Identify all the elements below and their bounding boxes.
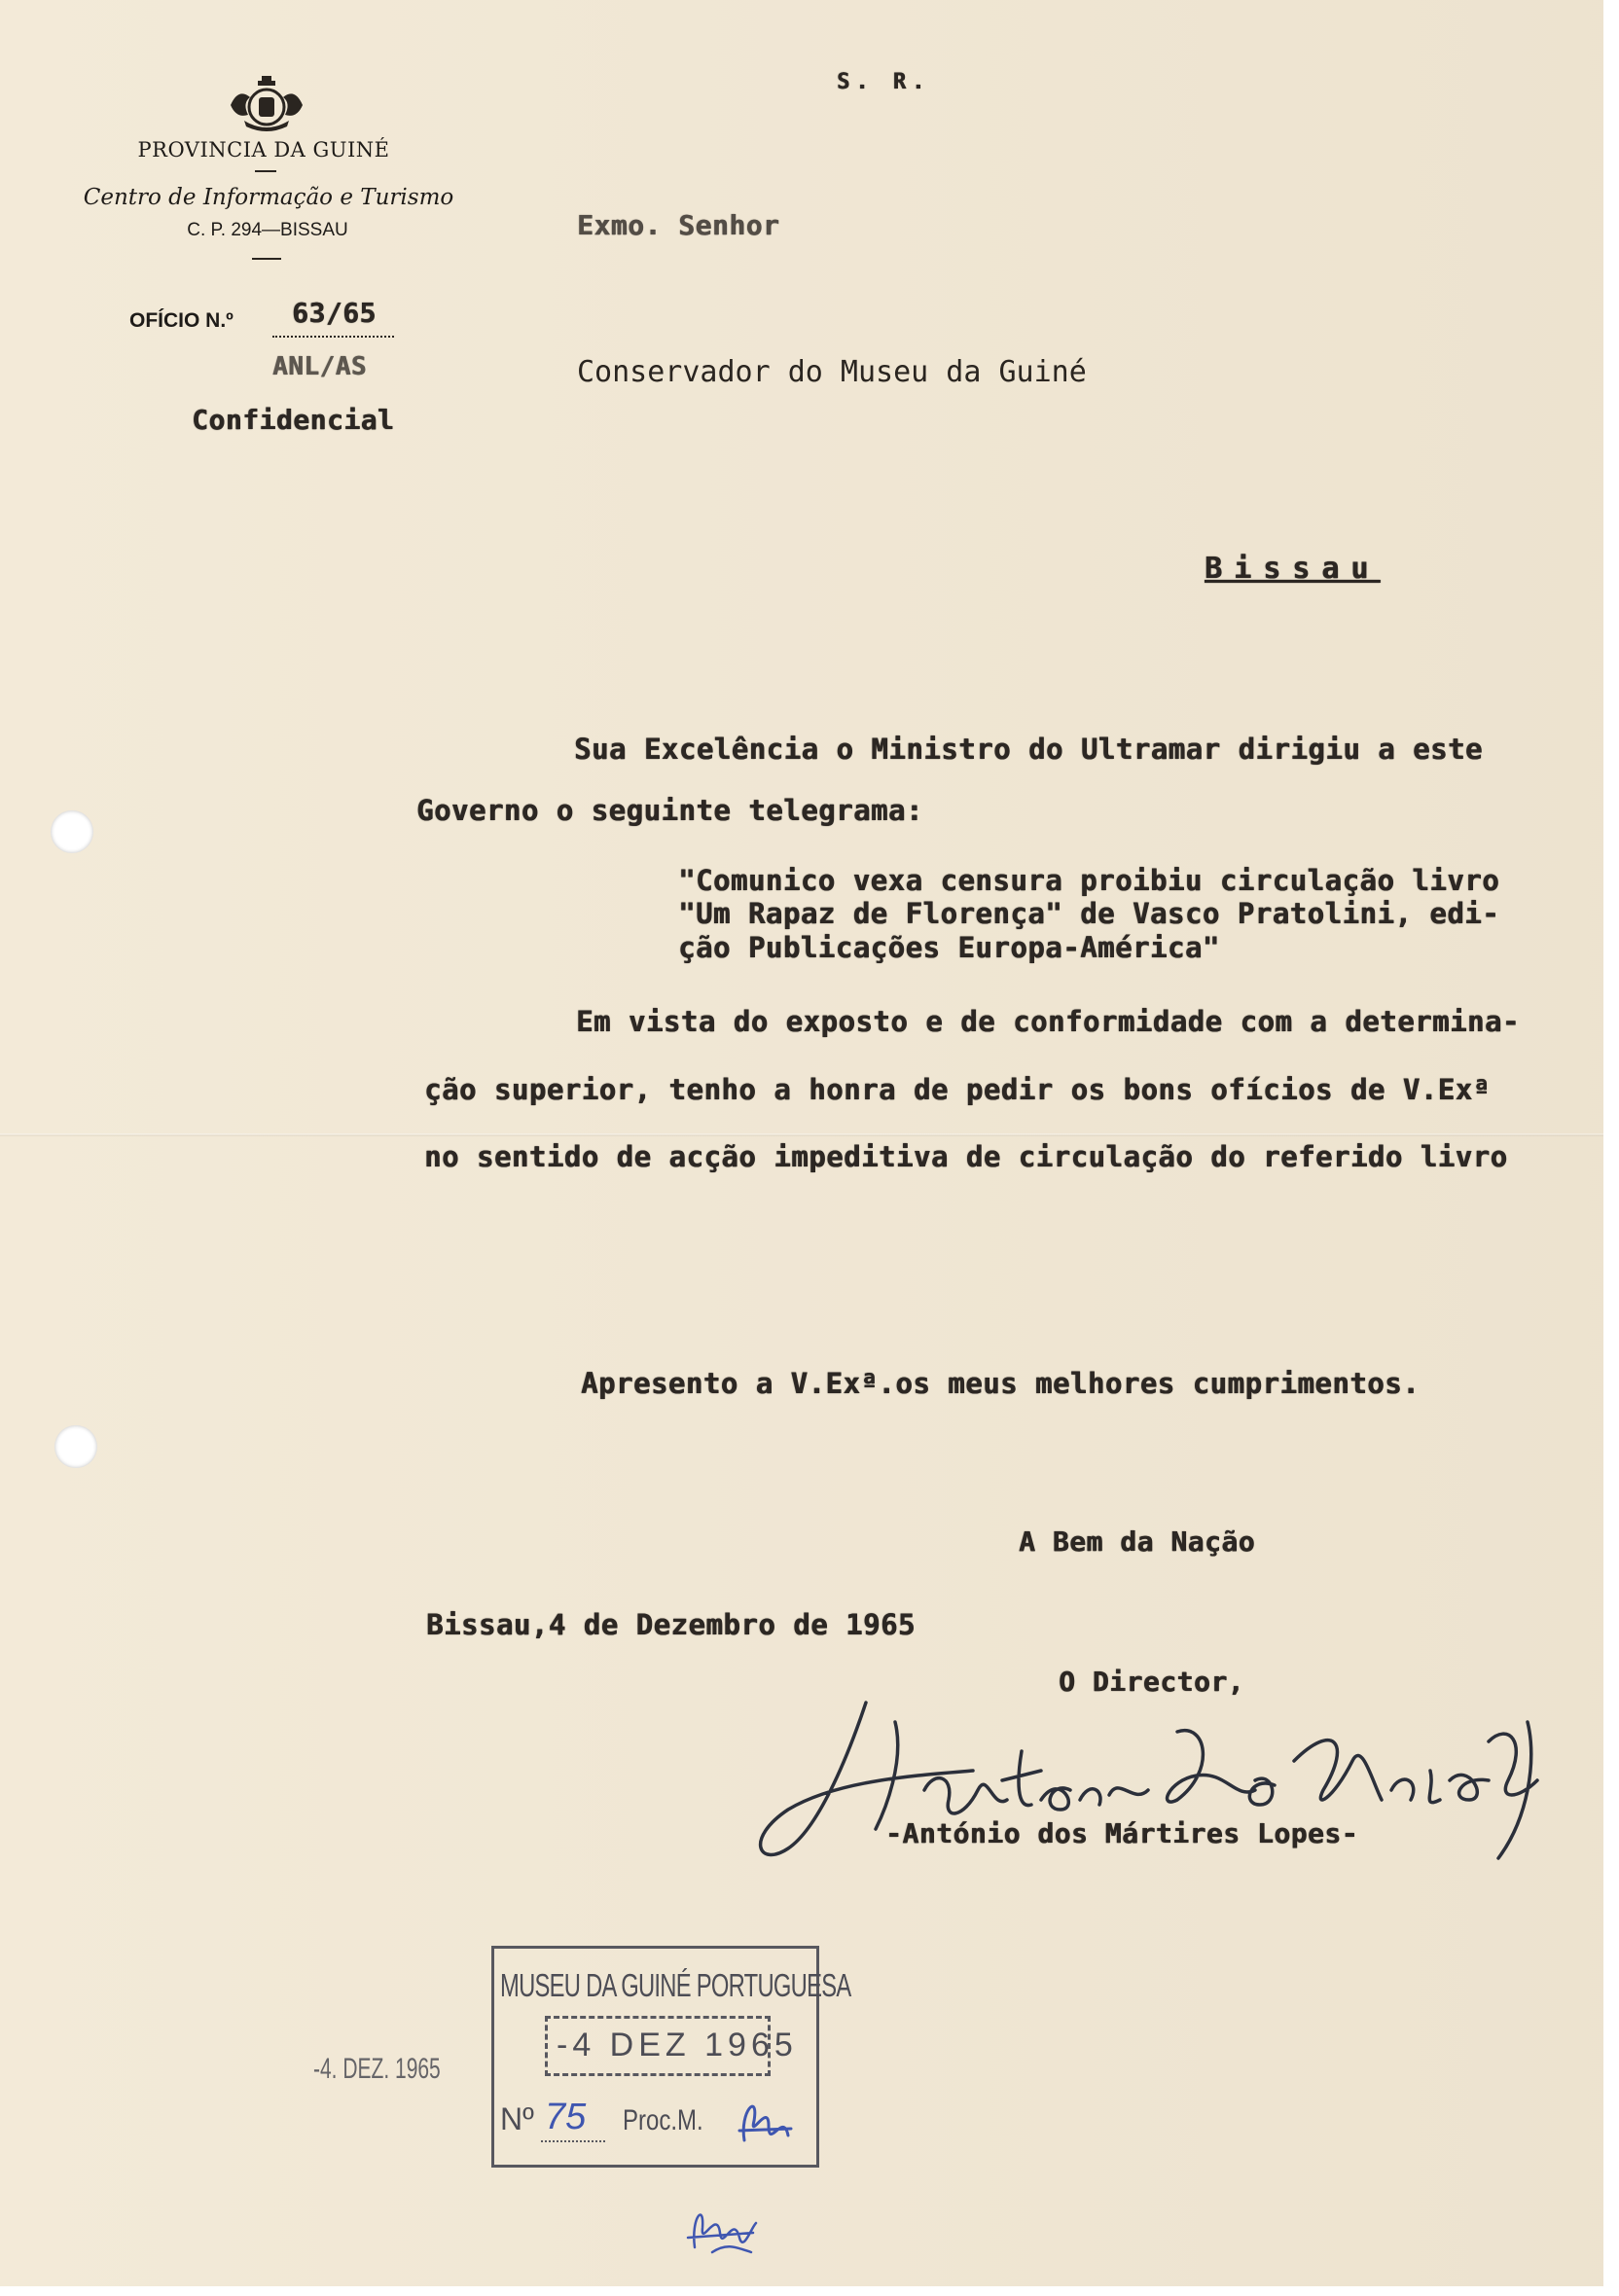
- body-paragraph-2-line-2: ção superior, tenho a honra de pedir os bons ofícios de V.Exª: [424, 1073, 1491, 1106]
- place-and-date: Bissau,4 de Dezembro de 1965: [426, 1608, 916, 1641]
- classification: Confidencial: [192, 404, 395, 436]
- addressee-city: Bissau: [1205, 552, 1381, 586]
- body-paragraph-2-line-3: no sentido de acção impeditiva de circulação do referido livro: [424, 1140, 1508, 1173]
- stamp-museum-name: MUSEU DA GUINÉ PORTUGUESA: [500, 1967, 851, 2003]
- stamp-proc-label: Proc.M.: [623, 2104, 703, 2136]
- oficio-label: OFÍCIO N.º: [129, 309, 234, 332]
- stamp-number: 75: [545, 2097, 587, 2137]
- telegram-line-3: ção Publicações Europa-América": [678, 931, 1220, 964]
- divider: [252, 258, 281, 260]
- oficio-dotted-line: [272, 336, 394, 338]
- signatory-name: -António dos Mártires Lopes-: [885, 1817, 1359, 1849]
- coat-of-arms-emblem: [229, 76, 305, 134]
- paper-fold: [0, 1133, 1603, 1136]
- body-paragraph-1-line-2: Governo o seguinte telegrama:: [416, 794, 923, 827]
- telegram-line-2: "Um Rapaz de Florença" de Vasco Pratolini, edi-: [678, 897, 1500, 930]
- salutation: Exmo. Senhor: [577, 209, 780, 241]
- postal-address: C. P. 294—BISSAU: [187, 220, 348, 240]
- header-mark: S. R.: [837, 70, 931, 94]
- stamp-initials: [735, 2082, 793, 2160]
- centre-name: Centro de Informação e Turismo: [83, 185, 454, 210]
- reference-code: ANL/AS: [272, 352, 367, 381]
- signatory-role: O Director,: [1059, 1666, 1244, 1698]
- addressee-title: Conservador do Museu da Guiné: [577, 355, 1087, 389]
- body-paragraph-1-line-1: Sua Excelência o Ministro do Ultramar dirigiu a este: [574, 733, 1483, 766]
- oficio-number: 63/65: [292, 297, 377, 329]
- punch-hole: [54, 1425, 97, 1468]
- blue-initials: [683, 2194, 761, 2262]
- motto: A Bem da Nação: [1019, 1525, 1256, 1558]
- telegram-line-1: "Comunico vexa censura proibiu circulação livro: [678, 864, 1500, 897]
- stamp-dotted-line: [541, 2140, 605, 2142]
- province-name: PROVINCIA DA GUINÉ: [137, 138, 390, 161]
- closing-line: Apresento a V.Exª.os meus melhores cumprimentos.: [581, 1367, 1421, 1400]
- body-paragraph-2-line-1: Em vista do exposto e de conformidade com a determina-: [576, 1005, 1520, 1038]
- stamp-date: -4 DEZ 1965: [557, 2027, 798, 2063]
- side-date-stamp: -4. DEZ. 1965: [313, 2053, 441, 2085]
- punch-hole: [51, 810, 93, 853]
- divider: [255, 170, 276, 172]
- stamp-number-label: Nº: [500, 2101, 534, 2136]
